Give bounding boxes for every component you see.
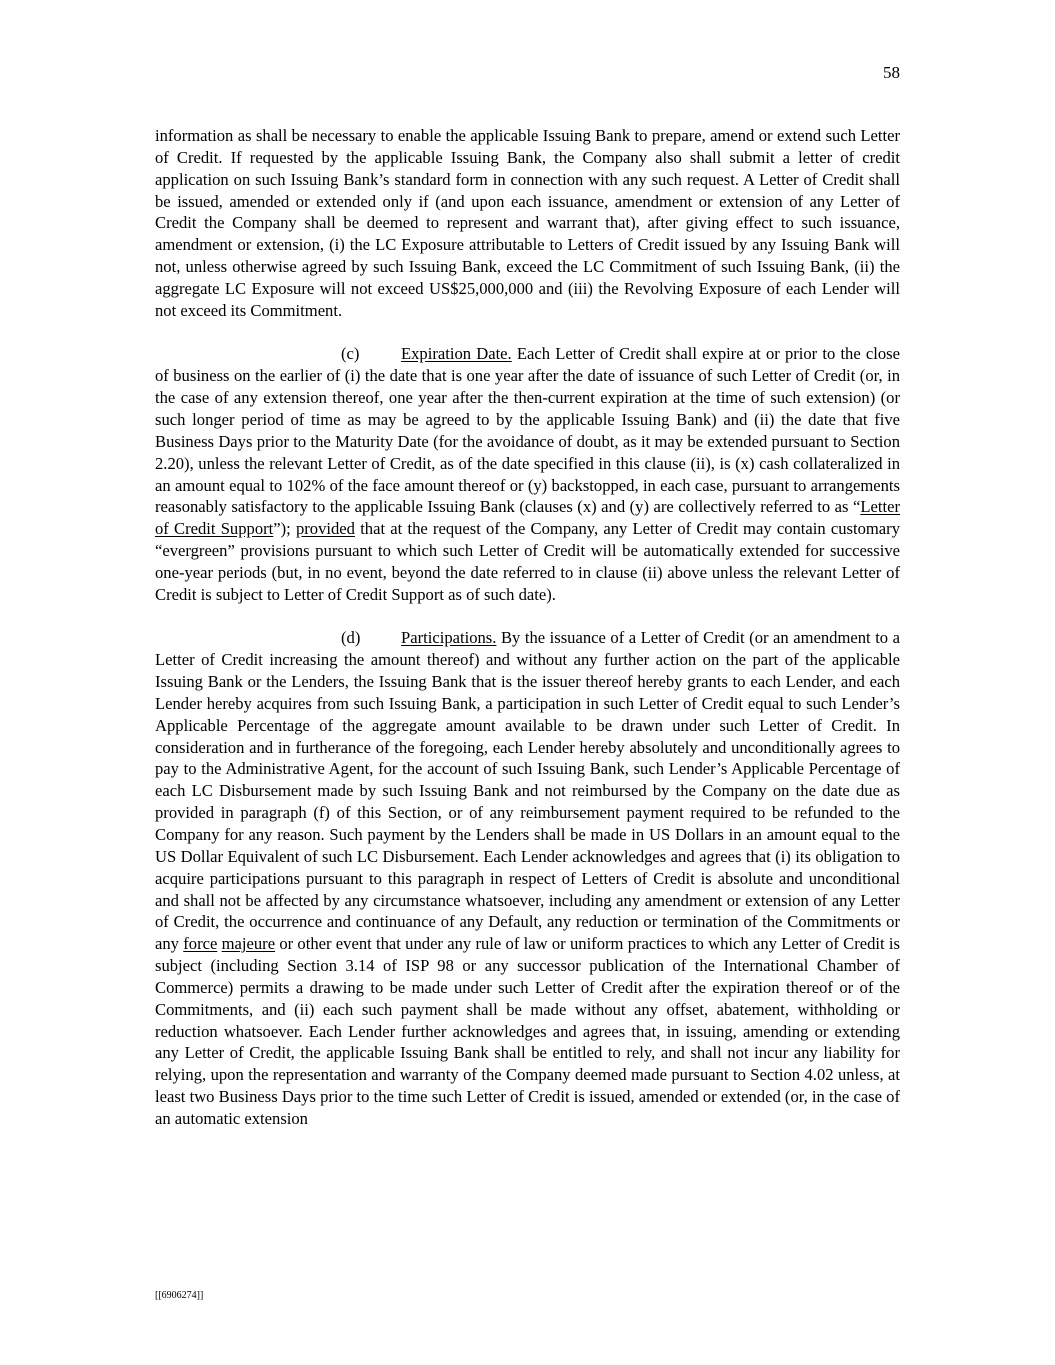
paragraph-continued <box>155 125 900 322</box>
defined-term: Letter of Credit Support <box>155 497 900 539</box>
section-heading: Expiration Date. <box>401 344 512 364</box>
proviso-term: provided <box>295 519 355 539</box>
document-id: [[6906274]] <box>155 1290 204 1301</box>
latin-term: force <box>183 934 218 954</box>
paragraph-text: By the issuance of a Letter of Credit (or an amendment to a Letter of Credit increasing the amount thereof) and without any further action on the part of the applicable Issuing Bank or the Lenders, the Issuing Bank that is the issuer thereof hereby grants to each Lender, and each Lender hereby acquires from such Issuing Bank, a participation in such Letter of Credit equal to such Lender’s Applicable Percentage of the aggregate amount available to be drawn under such Letter of Credit. In consideration and in furtherance of the foregoing, each Lender hereby absolutely and unconditionally agrees to pay to the Administrative Agent, for the account of such Issuing Bank, such Lender’s Applicable Percentage of each LC Disbursement made by such Issuing Bank and not reimbursed by the Company on the date due as provided in paragraph (f) of this Section, or of any reimbursement payment required to be refunded to the Company for any reason. Such payment by the Lenders shall be made in US Dollars in an amount equal to the US Dollar Equivalent of such LC Disbursement. Each Lender acknowledges and agrees that (i) its obligation to acquire participations pursuant to this paragraph in respect of Letters of Credit is absolute and unconditional and shall not be affected by any circumstance whatsoever, including any amendment or extension of any Letter of Credit, the occurrence and continuance of any Default, any reduction or termination of the Commitments or any <box>155 628 900 954</box>
document-body <box>155 125 900 1130</box>
paragraph-c-expiration-date <box>155 343 900 605</box>
latin-term: majeure <box>221 934 276 954</box>
paragraph-enumerator: (d) <box>341 628 361 648</box>
paragraph-text: ”); <box>273 519 296 539</box>
paragraph-enumerator: (c) <box>341 344 360 364</box>
section-heading: Participations. <box>401 628 497 648</box>
page-number: 58 <box>883 63 900 82</box>
paragraph-d-participations <box>155 627 900 1129</box>
paragraph-text: that at the request of the Company, any Letter of Credit may contain customary “evergreen” provisions pursuant to which such Letter of Credit will be automatically extended for successive one-year periods (but, in no event, beyond the date referred to in clause (ii) above unless the relevant Letter of Credit is subject to Letter of Credit Support as of such date). <box>155 519 900 604</box>
paragraph-text: or other event that under any rule of law or uniform practices to which any Letter of Credit is subject (including Section 3.14 of ISP 98 or any successor publication of the International Chamber of Commerce) permits a drawing to be made under such Letter of Credit after the expiration thereof or of the Commitments, and (ii) each such payment shall be made without any offset, abatement, withholding or reduction whatsoever. Each Lender further acknowledges and agrees that, in issuing, amending or extending any Letter of Credit, the applicable Issuing Bank shall be entitled to rely, and shall not incur any liability for relying, upon the representation and warranty of the Company deemed made pursuant to Section 4.02 unless, at least two Business Days prior to the time such Letter of Credit is issued, amended or extended (or, in the case of an automatic extension <box>155 934 900 1128</box>
paragraph-text: information as shall be necessary to enable the applicable Issuing Bank to prepare, amend or extend such Letter of Credit. If requested by the applicable Issuing Bank, the Company also shall submit a letter of credit application on such Issuing Bank’s standard form in connection with any such request. A Letter of Credit shall be issued, amended or extended only if (and upon each issuance, amendment or extension of any Letter of Credit the Company shall be deemed to represent and warrant that), after giving effect to such issuance, amendment or extension, (i) the LC Exposure attributable to Letters of Credit issued by any Issuing Bank will not, unless otherwise agreed by such Issuing Bank, exceed the LC Commitment of such Issuing Bank, (ii) the aggregate LC Exposure will not exceed US$25,000,000 and (iii) the Revolving Exposure of each Lender will not exceed its Commitment. <box>155 126 900 320</box>
paragraph-text: Each Letter of Credit shall expire at or prior to the close of business on the earlier of (i) the date that is one year after the date of issuance of such Letter of Credit (or, in the case of any extension thereof, one year after the then-current expiration at the time of such extension) (or such longer period of time as may be agreed to by the applicable Issuing Bank) and (ii) the date that five Business Days prior to the Maturity Date (for the avoidance of doubt, as it may be extended pursuant to Section 2.20), unless the relevant Letter of Credit, as of the date specified in this clause (ii), is (x) cash collateralized in an amount equal to 102% of the face amount thereof or (y) backstopped, in each case, pursuant to arrangements reasonably satisfactory to the applicable Issuing Bank (clauses (x) and (y) are collectively referred to as “ <box>155 344 900 517</box>
